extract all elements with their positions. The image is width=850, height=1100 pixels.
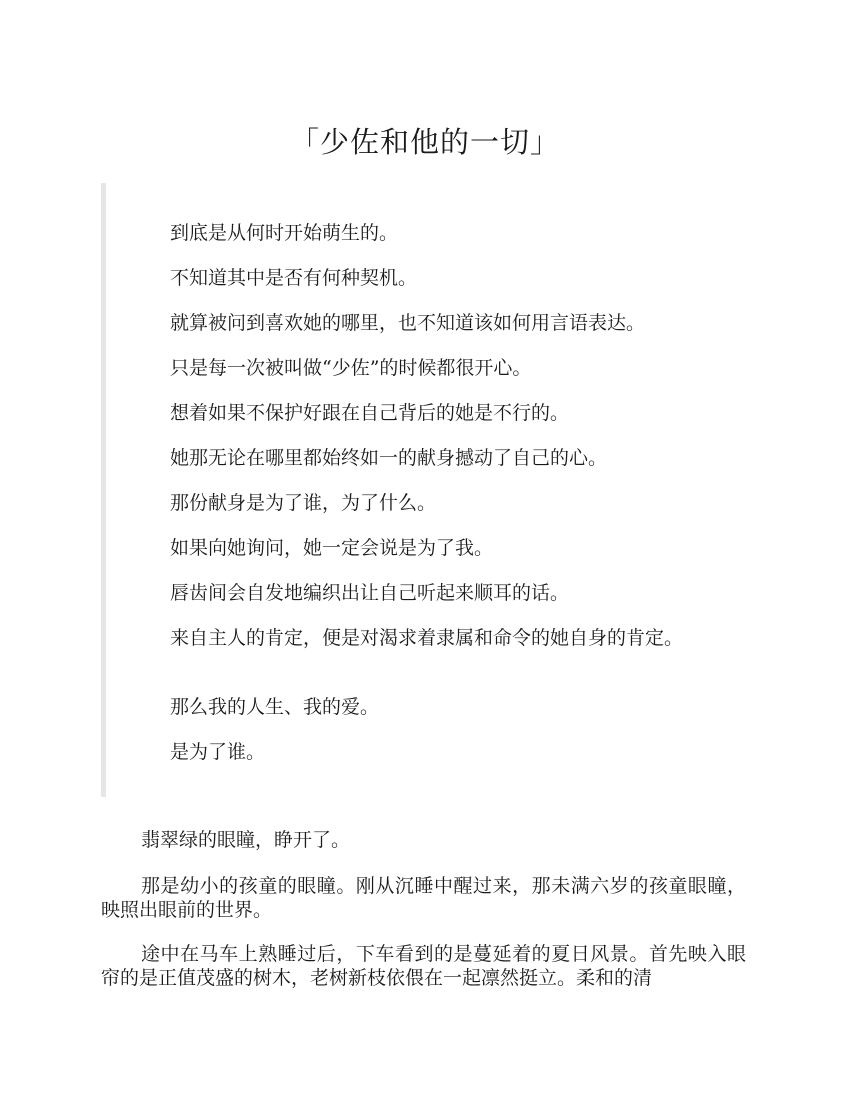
epigraph-line: 到底是从何时开始萌生的。 (170, 222, 399, 244)
chapter-title: 「少佐和他的一切」 (289, 125, 560, 159)
body-paragraph: 途中在马车上熟睡过后，下车看到的是蔓延着的夏日风景。首先映入眼帘的是正值茂盛的树木，老树新枝依偎在一起凛然挺立。柔和的清 (101, 943, 746, 989)
epigraph-line: 她那无论在哪里都始终如一的献身撼动了自己的心。 (170, 447, 608, 469)
epigraph-line: 来自主人的肯定，便是对渴求着隶属和命令的她自身的肯定。 (170, 627, 684, 649)
epigraph-line: 如果向她询问，她一定会说是为了我。 (170, 537, 494, 559)
epigraph-line: 只是每一次被叫做“少佐”的时候都很开心。 (170, 357, 532, 379)
epigraph-line: 就算被问到喜欢她的哪里，也不知道该如何用言语表达。 (170, 312, 646, 334)
body-paragraph: 那是幼小的孩童的眼瞳。刚从沉睡中醒过来，那未满六岁的孩童眼瞳，映照出眼前的世界。 (101, 875, 746, 921)
epigraph-line: 是为了谁。 (170, 741, 266, 763)
epigraph-line: 那份献身是为了谁，为了什么。 (170, 492, 437, 514)
epigraph-line: 想着如果不保护好跟在自己背后的她是不行的。 (170, 402, 570, 424)
epigraph-line: 那么我的人生、我的爱。 (170, 696, 380, 718)
epigraph-line: 不知道其中是否有何种契机。 (170, 267, 418, 289)
epigraph-block (101, 183, 721, 797)
body-paragraph: 翡翠绿的眼瞳，睁开了。 (141, 829, 351, 851)
epigraph-line: 唇齿间会自发地编织出让自己听起来顺耳的话。 (170, 582, 570, 604)
